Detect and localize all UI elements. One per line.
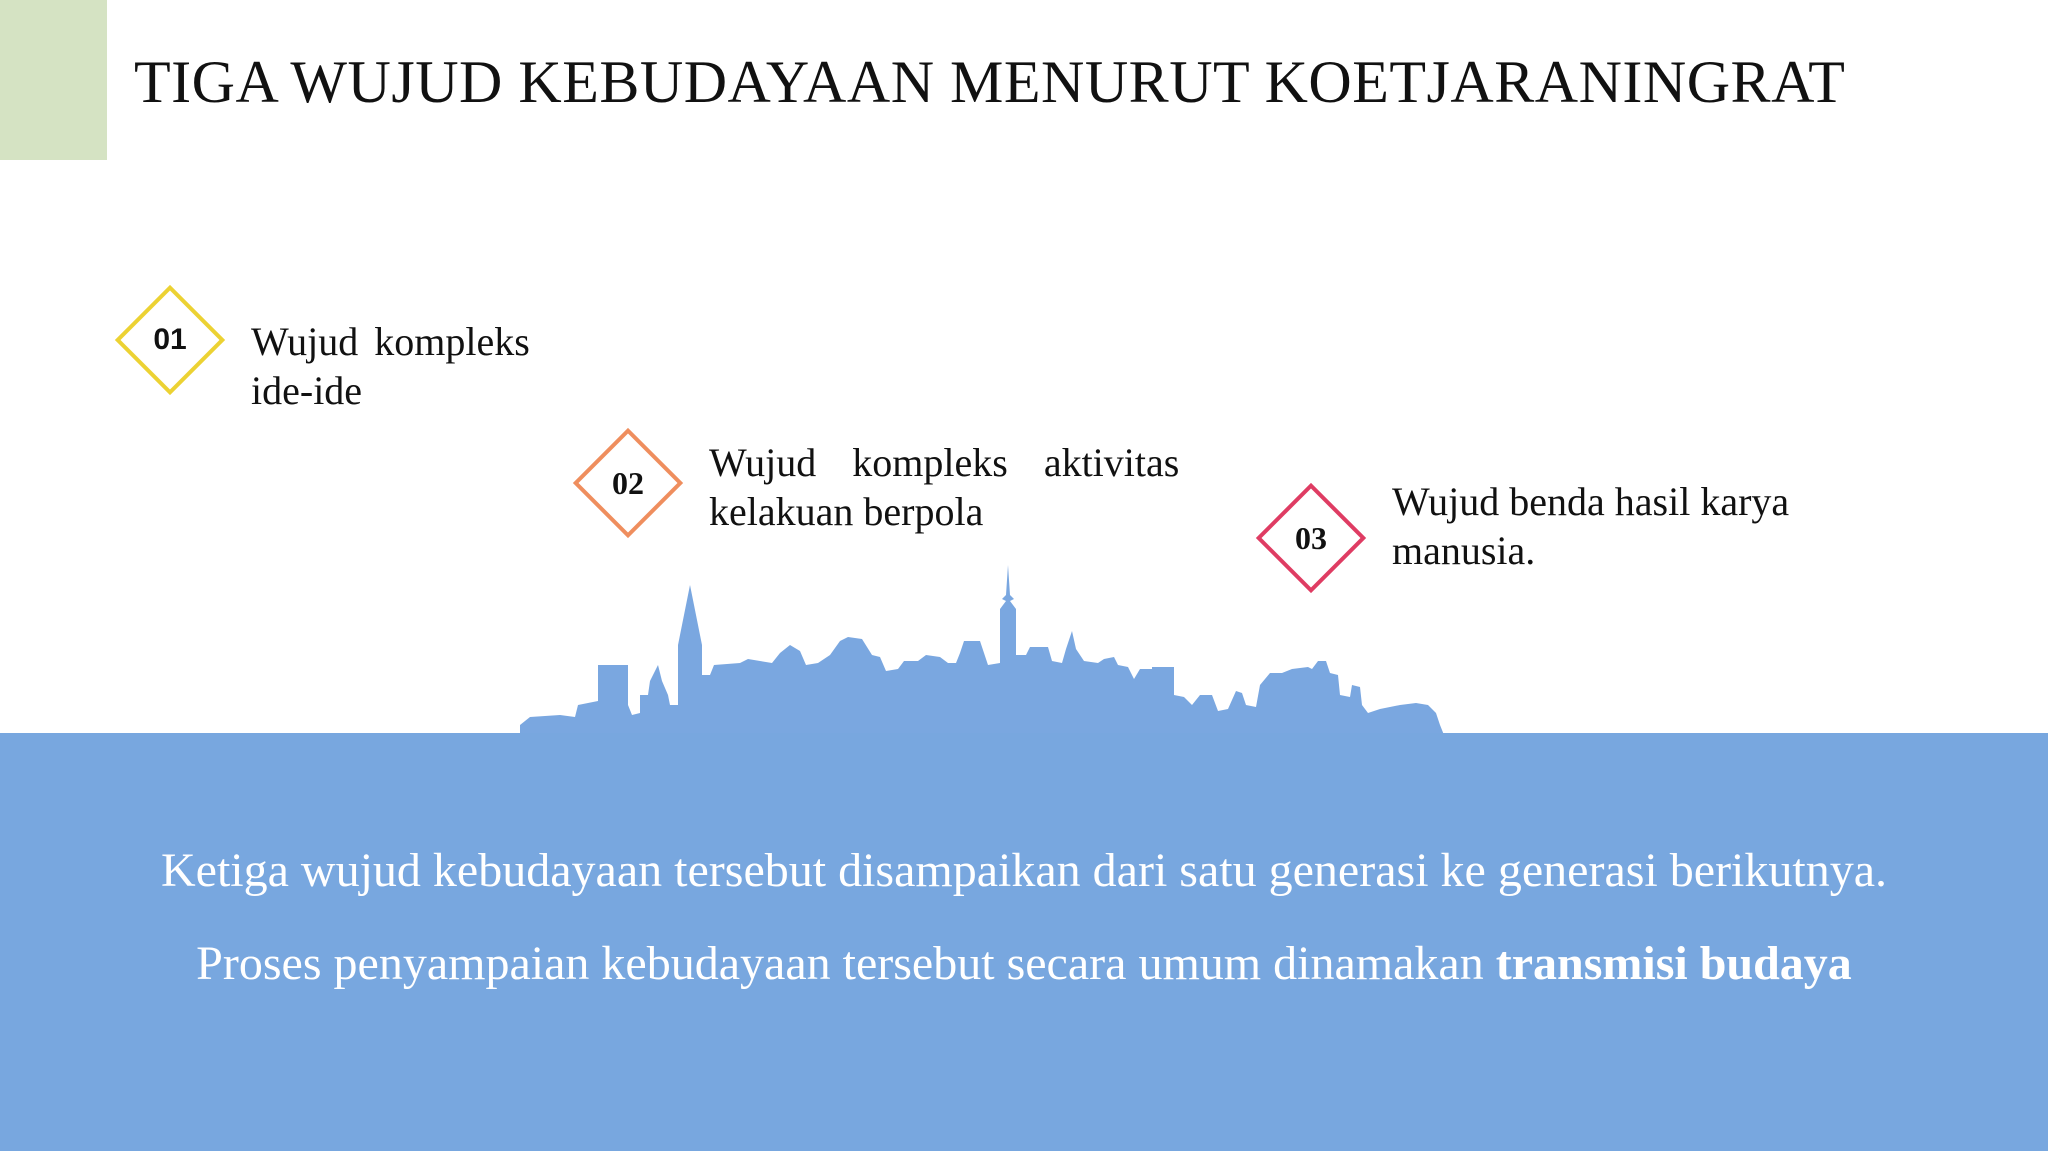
footer-text-line2-prefix: Proses penyampaian kebudayaan tersebut secara umum dinamakan bbox=[196, 937, 1496, 990]
bottom-banner bbox=[0, 733, 2048, 1151]
item-02-line1: Wujud kompleks aktivitas bbox=[709, 440, 1180, 485]
item-01-line2: ide-ide bbox=[251, 368, 363, 413]
item-03-line2: manusia. bbox=[1392, 528, 1536, 573]
slide-title: TIGA WUJUD KEBUDAYAAN MENURUT KOETJARANINGRAT bbox=[134, 49, 1846, 115]
footer-text-line1: Ketiga wujud kebudayaan tersebut disampaikan dari satu generasi ke generasi berikutnya. bbox=[160, 844, 1888, 897]
footer-highlight-term: transmisi budaya bbox=[1495, 937, 1852, 990]
item-description-01 bbox=[251, 317, 571, 415]
item-description-02 bbox=[709, 438, 1229, 536]
city-skyline-illustration bbox=[500, 545, 1530, 735]
footer-text-line2 bbox=[0, 936, 2048, 991]
item-02-line2: kelakuan berpola bbox=[709, 489, 984, 534]
item-number-03: 03 bbox=[1295, 520, 1327, 556]
corner-accent-block bbox=[0, 0, 107, 160]
item-number-01: 01 bbox=[153, 323, 187, 356]
item-01-line1: Wujud kompleks bbox=[251, 319, 530, 364]
item-number-02: 02 bbox=[612, 465, 644, 501]
item-03-line1: Wujud benda hasil karya bbox=[1392, 479, 1790, 524]
